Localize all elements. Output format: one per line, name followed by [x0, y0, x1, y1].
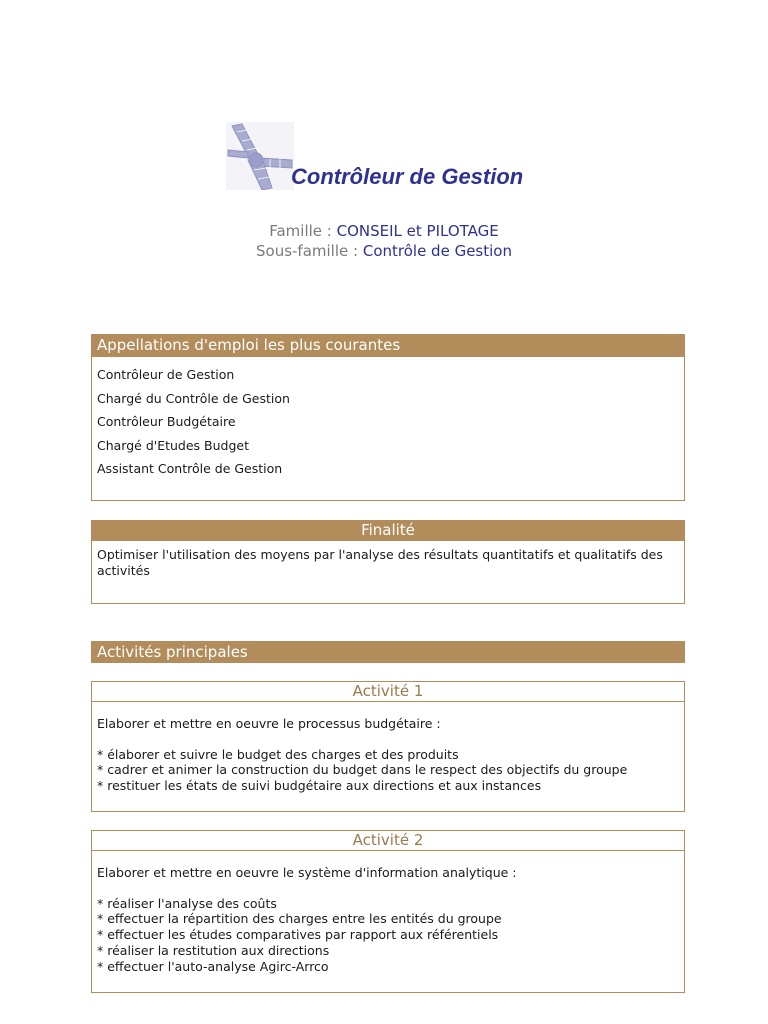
activite-1-box [91, 702, 685, 812]
appellations-list [97, 363, 679, 481]
activite-1-list [97, 747, 679, 794]
sous-famille-line [0, 241, 768, 261]
appellations-header: Appellations d'emploi les plus courantes [91, 334, 685, 357]
family-block [0, 221, 768, 261]
list-item: * élaborer et suivre le budget des charges et des produits [97, 746, 459, 762]
list-item: * effectuer l'auto-analyse Agirc-Arrco [97, 958, 329, 974]
list-item: Contrôleur Budgétaire [97, 414, 236, 429]
page-header [0, 118, 768, 198]
list-item: Assistant Contrôle de Gestion [97, 461, 283, 476]
famille-line [0, 221, 768, 241]
sous-famille-value: Contrôle de Gestion [362, 242, 512, 260]
famille-label: Famille : [269, 222, 337, 240]
list-item: * effectuer la répartition des charges entre les entités du groupe [97, 911, 502, 927]
list-item: * effectuer les études comparatives par rapport aux référentiels [97, 927, 499, 943]
list-item: * restituer les états de suivi budgétaire aux directions et aux instances [97, 778, 542, 794]
activite-2-intro: Elaborer et mettre en oeuvre le système d'information analytique : [97, 865, 517, 880]
finalite-header: Finalité [91, 520, 685, 541]
page-title: Contrôleur de Gestion [291, 164, 524, 189]
activite-1-header: Activité 1 [91, 681, 685, 702]
sous-famille-label: Sous-famille : [256, 242, 363, 260]
list-item: * réaliser la restitution aux directions [97, 942, 330, 958]
activite-1-intro: Elaborer et mettre en oeuvre le processus budgétaire : [97, 716, 441, 731]
activite-2-box [91, 851, 685, 993]
list-item: * réaliser l'analyse des coûts [97, 895, 277, 911]
finalite-text: Optimiser l'utilisation des moyens par l'analyse des résultats quantitatifs et qualitatifs des activités [97, 547, 663, 578]
list-item: Chargé du Contrôle de Gestion [97, 390, 290, 406]
activites-header: Activités principales [91, 641, 685, 663]
activite-2-list [97, 896, 679, 975]
satellite-icon [226, 122, 294, 190]
finalite-box [91, 541, 685, 604]
famille-value: CONSEIL et PILOTAGE [336, 222, 499, 240]
list-item: Chargé d'Etudes Budget [97, 437, 249, 453]
list-item: Contrôleur de Gestion [97, 367, 235, 382]
list-item: * cadrer et animer la construction du budget dans le respect des objectifs du groupe [97, 762, 628, 778]
appellations-box [91, 357, 685, 501]
activite-2-header: Activité 2 [91, 830, 685, 851]
